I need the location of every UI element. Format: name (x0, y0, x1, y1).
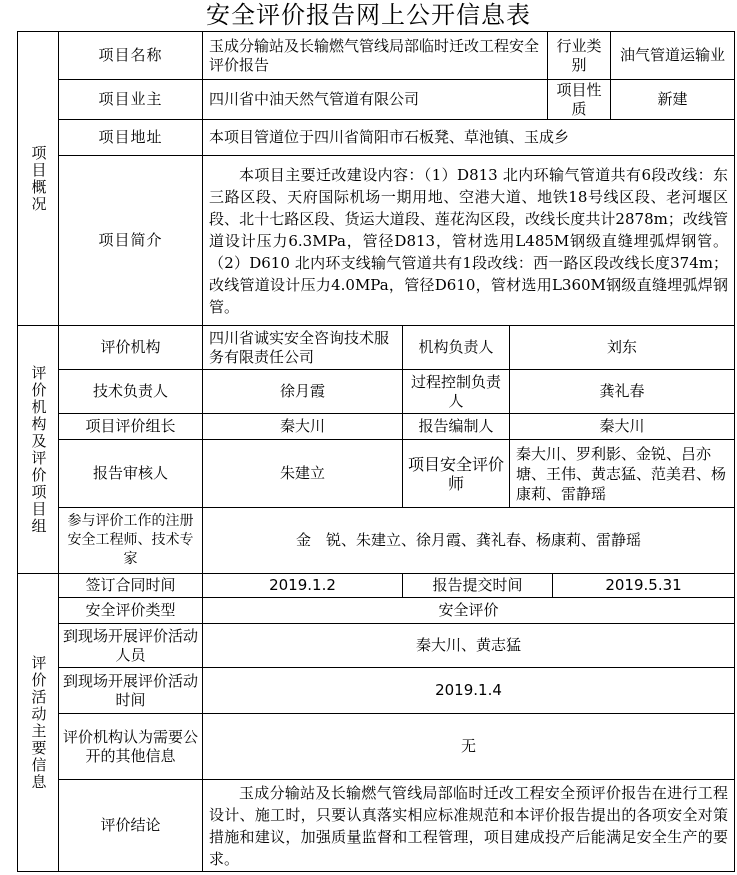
value-project-owner: 四川省中油天然气管道有限公司 (203, 80, 548, 120)
label-evaluation-org: 评价机构 (59, 326, 203, 370)
value-conclusion: 玉成分输站及长输燃气管线局部临时迁改工程安全预评价报告在进行工程设计、施工时，只要认真落实相应标准规范和本评价报告提出的各项安全对策措施和建议，加强质量监督和工程管理，项目建成投产后能满足安全生产的要求。 (209, 783, 728, 868)
label-project-address: 项目地址 (59, 120, 203, 156)
section-label-evaluation-activity: 评价活动主要信息 (18, 574, 59, 871)
value-other-info: 无 (203, 714, 734, 780)
value-site-staff: 秦大川、黄志猛 (203, 624, 734, 668)
value-report-reviewer: 朱建立 (203, 440, 403, 508)
value-org-head: 刘东 (510, 326, 734, 370)
value-industry: 油气管道运输业 (611, 32, 734, 80)
label-process-control: 过程控制负责人 (403, 370, 510, 414)
label-tech-lead: 技术负责人 (59, 370, 203, 414)
label-report-writer: 报告编制人 (403, 414, 510, 440)
label-project-nature: 项目性质 (548, 80, 611, 120)
value-participants: 金 锐、朱建立、徐月霞、龚礼春、杨康莉、雷静瑶 (203, 508, 734, 574)
section-label-evaluation-org: 评价机构及评价项目组 (18, 326, 59, 574)
value-evaluation-type: 安全评价 (203, 598, 734, 624)
value-tech-lead: 徐月霞 (203, 370, 403, 414)
value-project-name: 玉成分输站及长输燃气管线局部临时迁改工程安全评价报告 (203, 32, 548, 80)
label-project-brief: 项目简介 (59, 156, 203, 326)
label-site-time: 到现场开展评价活动时间 (59, 668, 203, 714)
value-safety-assessors: 秦大川、罗利影、金锐、吕亦塘、王伟、黄志猛、范美君、杨康莉、雷静瑶 (510, 440, 734, 508)
label-report-reviewer: 报告审核人 (59, 440, 203, 508)
value-project-nature: 新建 (611, 80, 734, 120)
value-project-address: 本项目管道位于四川省简阳市石板凳、草池镇、玉成乡 (203, 120, 734, 156)
label-org-head: 机构负责人 (403, 326, 510, 370)
value-report-writer: 秦大川 (510, 414, 734, 440)
section-label-project-overview: 项目概况 (18, 32, 59, 326)
value-team-leader: 秦大川 (203, 414, 403, 440)
label-participants: 参与评价工作的注册安全工程师、技术专家 (59, 508, 203, 574)
value-evaluation-org: 四川省诚实安全咨询技术服务有限责任公司 (203, 326, 403, 370)
label-submit-date: 报告提交时间 (403, 574, 553, 598)
value-site-time: 2019.1.4 (203, 668, 734, 714)
page-title: 安全评价报告网上公开信息表 (206, 1, 531, 29)
label-evaluation-type: 安全评价类型 (59, 598, 203, 624)
value-contract-date: 2019.1.2 (203, 574, 403, 598)
value-project-brief: 本项目主要迁改建设内容：（1）D813 北内环输气管道共有6段改线：东三路区段、天府国际机场一期用地、空港大道、地铁18号线区段、老河堰区段、北十七路区段、货运大道段、莲花沟区段，改线长度共计2878m；改线管道设计压力6.3MPa，管径D813，管材选用L485M钢级直缝埋弧焊钢管。（2）D610 北内环支线输气管道共有1段改线：西一路区段改线长度374m；改线管道设计压力4.0MPa，管径D610，管材选用L360M钢级直缝埋弧焊钢管。 (203, 156, 734, 326)
label-safety-assessor: 项目安全评价师 (403, 440, 510, 508)
label-contract-date: 签订合同时间 (59, 574, 203, 598)
label-project-name: 项目名称 (59, 32, 203, 80)
label-project-owner: 项目业主 (59, 80, 203, 120)
label-site-staff: 到现场开展评价活动人员 (59, 624, 203, 668)
label-team-leader: 项目评价组长 (59, 414, 203, 440)
label-industry: 行业类别 (548, 32, 611, 80)
value-process-control: 龚礼春 (510, 370, 734, 414)
label-other-info: 评价机构认为需要公开的其他信息 (59, 714, 203, 780)
info-table (17, 31, 735, 872)
label-conclusion: 评价结论 (59, 780, 203, 871)
value-submit-date: 2019.5.31 (553, 574, 734, 598)
